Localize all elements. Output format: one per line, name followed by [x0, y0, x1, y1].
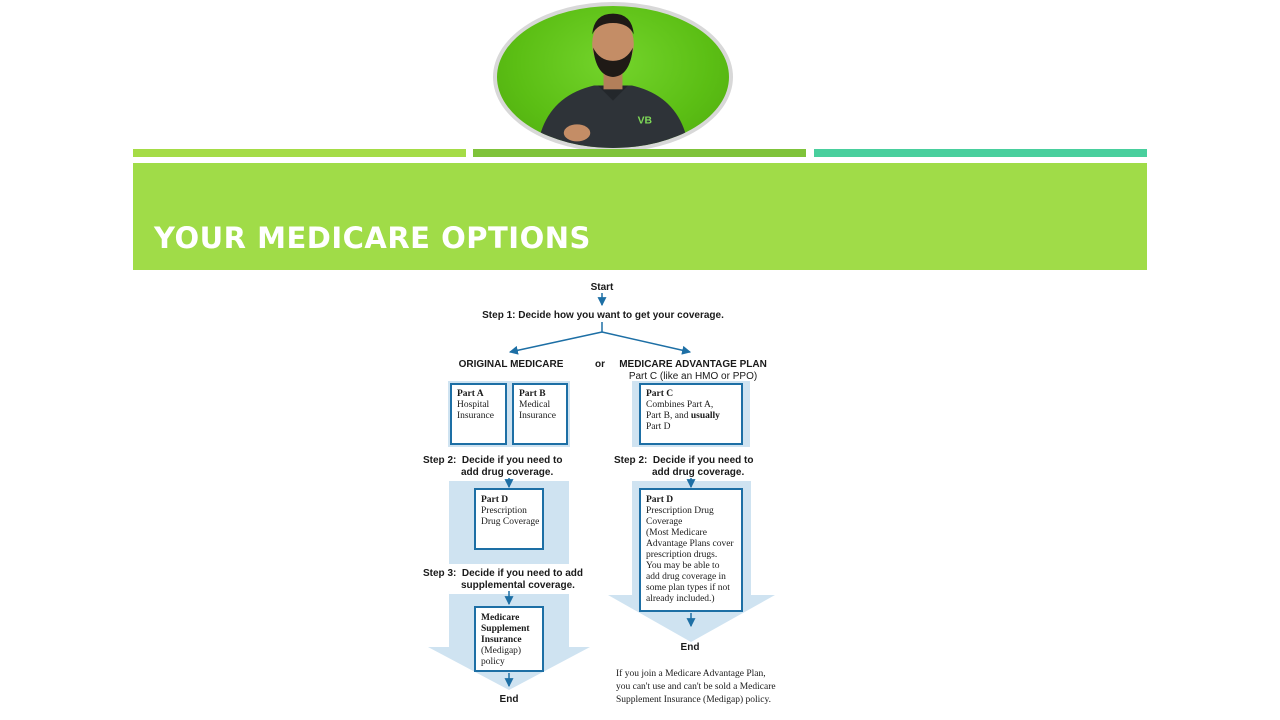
original-step2-line2: add drug coverage. — [461, 467, 554, 478]
presenter-video — [493, 2, 733, 152]
presenter-hand — [564, 124, 591, 141]
advantage-part-d-line: already included.) — [646, 594, 715, 604]
advantage-part-d-line: (Most Medicare — [646, 528, 707, 538]
medigap-line1: Medicare — [481, 613, 520, 623]
medicare-advantage-subheading: Part C (like an HMO or PPO) — [628, 371, 758, 382]
part-c-line2 — [646, 411, 720, 421]
part-c-line3: Part D — [646, 422, 671, 432]
medigap-line4: (Medigap) — [481, 646, 522, 656]
advantage-part-d-line: Coverage — [646, 517, 683, 527]
advantage-part-d-line: Advantage Plans cover — [646, 539, 734, 549]
accent-stripe-right — [814, 149, 1147, 157]
branch-arrow-advantage — [602, 332, 690, 352]
original-part-d-line2: Drug Coverage — [481, 517, 540, 527]
advantage-note-line: If you join a Medicare Advantage Plan, — [616, 669, 766, 679]
advantage-step2-line1: Step 2: Decide if you need to — [614, 455, 754, 466]
advantage-part-d-line: You may be able to — [646, 561, 720, 571]
advantage-part-d-line: add drug coverage in — [646, 572, 726, 582]
part-c-line2-prefix: Part B, and — [646, 411, 691, 421]
branch-arrow-original — [510, 332, 602, 352]
advantage-note-line: Supplement Insurance (Medigap) policy. — [616, 695, 772, 705]
title-band — [133, 163, 1147, 270]
original-part-d-title: Part D — [481, 495, 509, 505]
step1-label: Step 1: Decide how you want to get your coverage. — [482, 310, 724, 321]
part-b-title: Part B — [519, 389, 546, 399]
accent-stripe-left — [133, 149, 466, 157]
medicare-advantage-heading: MEDICARE ADVANTAGE PLAN — [619, 359, 767, 370]
original-end-label: End — [499, 694, 519, 705]
part-a-line2: Insurance — [457, 411, 494, 421]
medigap-line5: policy — [481, 657, 505, 667]
or-label: or — [595, 359, 605, 370]
original-step2-line1: Step 2: Decide if you need to — [423, 455, 563, 466]
original-step3-line1: Step 3: Decide if you need to add — [423, 568, 584, 579]
start-label: Start — [590, 282, 614, 293]
advantage-part-d-title: Part D — [646, 495, 674, 505]
advantage-step2-line2: add drug coverage. — [652, 467, 745, 478]
accent-stripe-middle — [473, 149, 806, 157]
part-b-line1: Medical — [519, 400, 551, 410]
original-part-d-line1: Prescription — [481, 506, 527, 516]
part-c-line1: Combines Part A, — [646, 400, 714, 410]
presenter-shirt-logo: VB — [637, 115, 653, 127]
part-a-title: Part A — [457, 389, 484, 399]
slide-title: YOUR MEDICARE OPTIONS — [154, 221, 591, 255]
part-a-line1: Hospital — [457, 400, 490, 410]
presenter-figure — [497, 6, 729, 148]
part-c-line2-bold: usually — [690, 411, 720, 421]
advantage-part-d-line: some plan types if not — [646, 583, 730, 593]
medigap-line3: Insurance — [481, 635, 522, 645]
part-c-title: Part C — [646, 389, 674, 399]
advantage-part-d-line: Prescription Drug — [646, 506, 714, 516]
advantage-part-d-line: prescription drugs. — [646, 550, 718, 560]
medigap-line2: Supplement — [481, 624, 530, 634]
advantage-note-line: you can't use and can't be sold a Medicare — [616, 682, 776, 692]
advantage-end-label: End — [680, 642, 700, 653]
part-b-line2: Insurance — [519, 411, 556, 421]
original-medicare-heading: ORIGINAL MEDICARE — [458, 359, 564, 370]
medicare-flowchart — [410, 276, 830, 720]
original-step3-line2: supplemental coverage. — [461, 580, 575, 591]
